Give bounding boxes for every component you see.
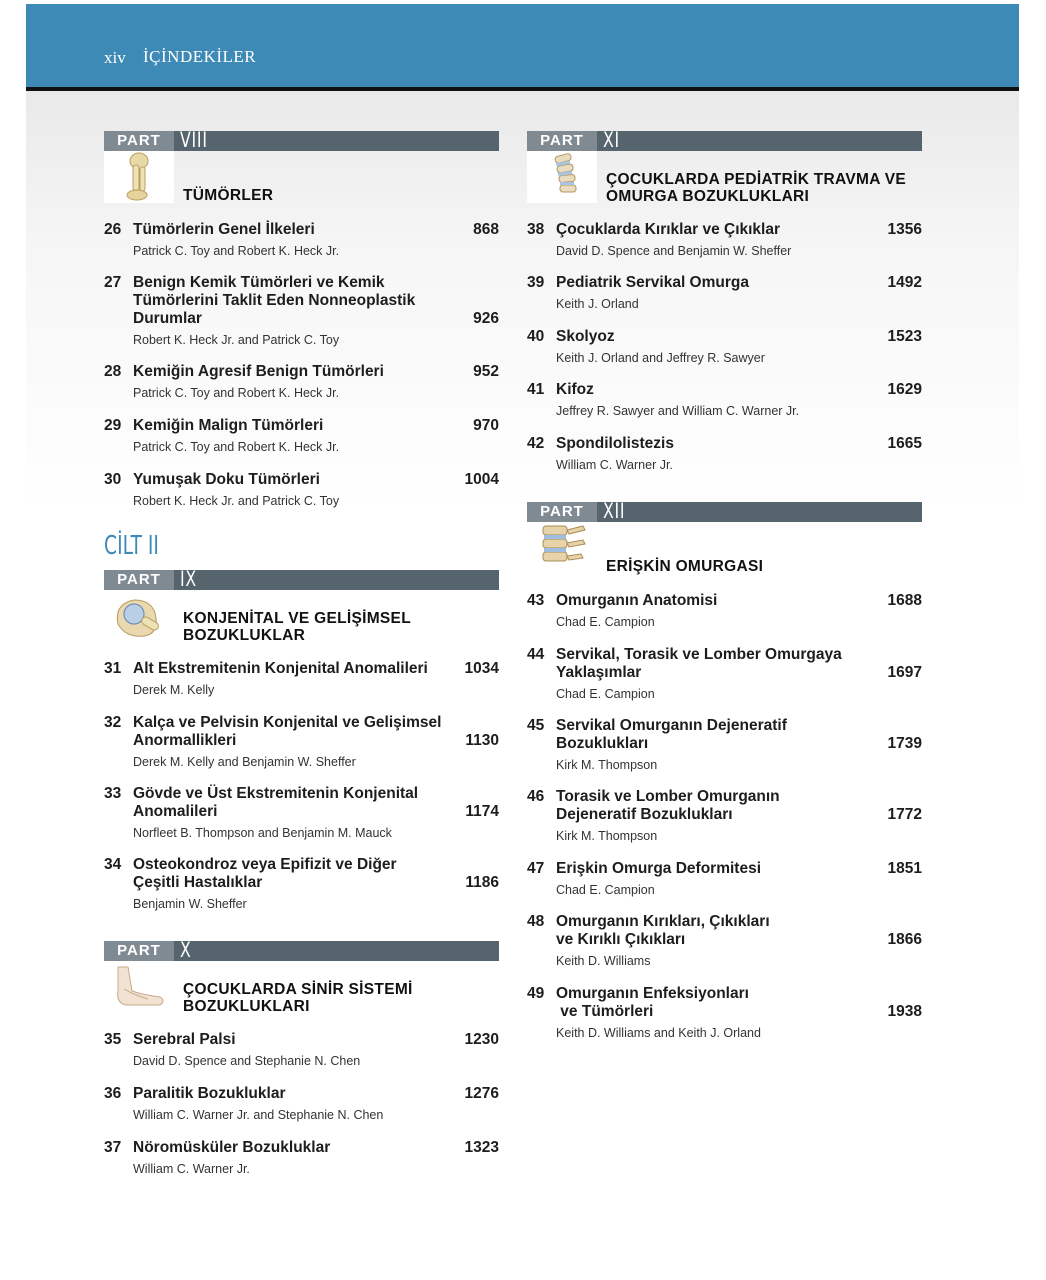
chapter-page: 1688 [887,592,922,609]
part-title: ERİŞKİN OMURGASI [606,558,764,575]
chapter-authors: David D. Spence and Benjamin W. Sheffer [556,244,792,258]
chapter-authors: Keith D. Williams and Keith J. Orland [556,1026,761,1040]
chapter-title: Kemiğin Agresif Benign Tümörleri [133,363,384,380]
chapter-title: Servikal, Torasik ve Lomber Omurgaya Yaklaşımlar [556,646,842,681]
chapter-title: Çocuklarda Kırıklar ve Çıkıklar [556,221,781,238]
chapter-authors: Chad E. Campion [556,615,655,629]
part-label: PART [527,131,597,151]
part-viii [104,128,499,204]
chapter-title: Servikal Omurganın Dejeneratif Bozuklukları [556,717,787,752]
part-bar [104,128,499,152]
part-numeral: IX [180,567,197,591]
part-numeral: XI [603,128,620,152]
chapter-page: 1230 [464,1031,499,1048]
chapter-authors: Keith J. Orland [556,297,639,311]
chapter-authors: Derek M. Kelly and Benjamin W. Sheffer [133,755,356,769]
part-label: PART [527,502,597,522]
chapter-page: 1851 [887,860,922,877]
chapter-authors: Keith J. Orland and Jeffrey R. Sawyer [556,351,765,365]
chapter-title: Gövde ve Üst Ekstremitenin Konjenital Anomalileri [133,785,419,820]
chapter-authors: William C. Warner Jr. [133,1162,250,1176]
chapter-authors: Patrick C. Toy and Robert K. Heck Jr. [133,440,340,454]
chapter-authors: Benjamin W. Sheffer [133,897,247,911]
chapter-title: Alt Ekstremitenin Konjenital Anomalileri [133,660,428,677]
chapter-page: 952 [473,363,499,380]
chapter-authors: Chad E. Campion [556,883,655,897]
part-label: PART [104,941,174,961]
part-title: ÇOCUKLARDA PEDİATRİK TRAVMA VE OMURGA BOZUKLUKLARI [606,171,907,205]
volume-heading: CİLT II [104,531,159,561]
pediatric-spine-icon [527,151,597,203]
chapter-authors: Chad E. Campion [556,687,655,701]
chapter-page: 1004 [464,471,499,488]
part-ix [104,567,499,644]
part-title: TÜMÖRLER [183,187,274,204]
chapter-title: Paralitik Bozukluklar [133,1085,286,1102]
chapter-authors: Patrick C. Toy and Robert K. Heck Jr. [133,244,340,258]
knee-bones-icon [104,151,174,203]
chapter-authors: Kirk M. Thompson [556,758,658,772]
chapter-authors: Norfleet B. Thompson and Benjamin M. Mauck [133,826,392,840]
chapter-title: Nöromüsküler Bozukluklar [133,1139,331,1156]
chapter-authors: Keith D. Williams [556,954,651,968]
chapter-page: 1186 [465,874,499,891]
chapter-authors: Robert K. Heck Jr. and Patrick C. Toy [133,494,340,508]
chapter-page: 970 [473,417,499,434]
page-number: xiv [104,48,126,67]
chapter-authors: Robert K. Heck Jr. and Patrick C. Toy [133,333,340,347]
chapter-title: Kalça ve Pelvisin Konjenital ve Gelişimsel Anormallikleri [133,714,442,749]
chapter-page: 868 [473,221,499,238]
chapter-page: 1323 [464,1139,499,1156]
part-xii [527,499,922,575]
chapter-title: Erişkin Omurga Deformitesi [556,860,762,877]
part-numeral: VIII [180,128,208,152]
chapter-authors: Jeffrey R. Sawyer and William C. Warner Jr. [556,404,800,418]
chapter-page: 1938 [887,1003,922,1020]
part-label: PART [104,131,174,151]
chapter-authors: Kirk M. Thompson [556,829,658,843]
chapter-page: 1665 [887,435,922,452]
chapter-title: Torasik ve Lomber Omurganın Dejeneratif Bozuklukları [556,788,780,823]
chapter-page: 1629 [887,381,922,398]
chapter-title: Omurganın Kırıkları, Çıkıkları ve Kırıklı Çıkıkları [556,913,770,948]
chapter-page: 1866 [887,931,922,948]
chapter-title: Tümörlerin Genel İlkeleri [133,221,315,238]
part-xi [527,128,922,205]
chapter-authors: Patrick C. Toy and Robert K. Heck Jr. [133,386,340,400]
chapter-authors: Derek M. Kelly [133,683,215,697]
chapter-title: Omurganın Anatomisi [556,592,718,609]
chapter-page: 1356 [887,221,922,238]
part-title: ÇOCUKLARDA SİNİR SİSTEMİ BOZUKLUKLARI [183,981,413,1015]
chapter-title: Benign Kemik Tümörleri ve Kemik Tümörlerini Taklit Eden Nonneoplastik Durumlar [133,274,416,327]
part-title: KONJENİTAL VE GELİŞİMSEL BOZUKLUKLAR [183,610,411,644]
chapter-authors: William C. Warner Jr. and Stephanie N. Chen [133,1108,384,1122]
chapter-title: Omurganın Enfeksiyonları ve Tümörleri [556,985,749,1020]
chapter-page: 926 [473,310,499,327]
chapter-page: 1772 [887,806,922,823]
chapter-title: Serebral Palsi [133,1031,236,1048]
chapter-page: 1697 [887,664,922,681]
chapter-page: 1523 [887,328,922,345]
chapter-title: Spondilolistezis [556,435,674,452]
part-numeral: X [180,938,192,962]
chapter-page: 1130 [465,732,499,749]
chapter-title: Kemiğin Malign Tümörleri [133,417,324,434]
chapter-title: Pediatrik Servikal Omurga [556,274,749,291]
part-x [104,938,499,1015]
chapter-page: 1492 [887,274,922,291]
hip-joint-icon [104,590,174,642]
part-numeral: XII [603,499,626,523]
chapter-page: 1276 [464,1085,499,1102]
chapter-page: 1034 [464,660,499,677]
chapter-title: Skolyoz [556,328,615,345]
page-header [26,4,1019,91]
chapter-title: Kifoz [556,381,594,398]
chapter-authors: William C. Warner Jr. [556,458,673,472]
part-label: PART [104,570,174,590]
chapter-page: 1739 [887,735,922,752]
header-title: İÇİNDEKİLER [143,47,257,66]
adult-spine-icon [527,522,597,574]
chapter-page: 1174 [465,803,499,820]
chapter-title: Osteokondroz veya Epifizit ve Diğer Çeşitli Hastalıklar [133,856,397,891]
foot-bones-icon [104,961,174,1013]
chapter-authors: David D. Spence and Stephanie N. Chen [133,1054,361,1068]
chapter-title: Yumuşak Doku Tümörleri [133,471,320,488]
